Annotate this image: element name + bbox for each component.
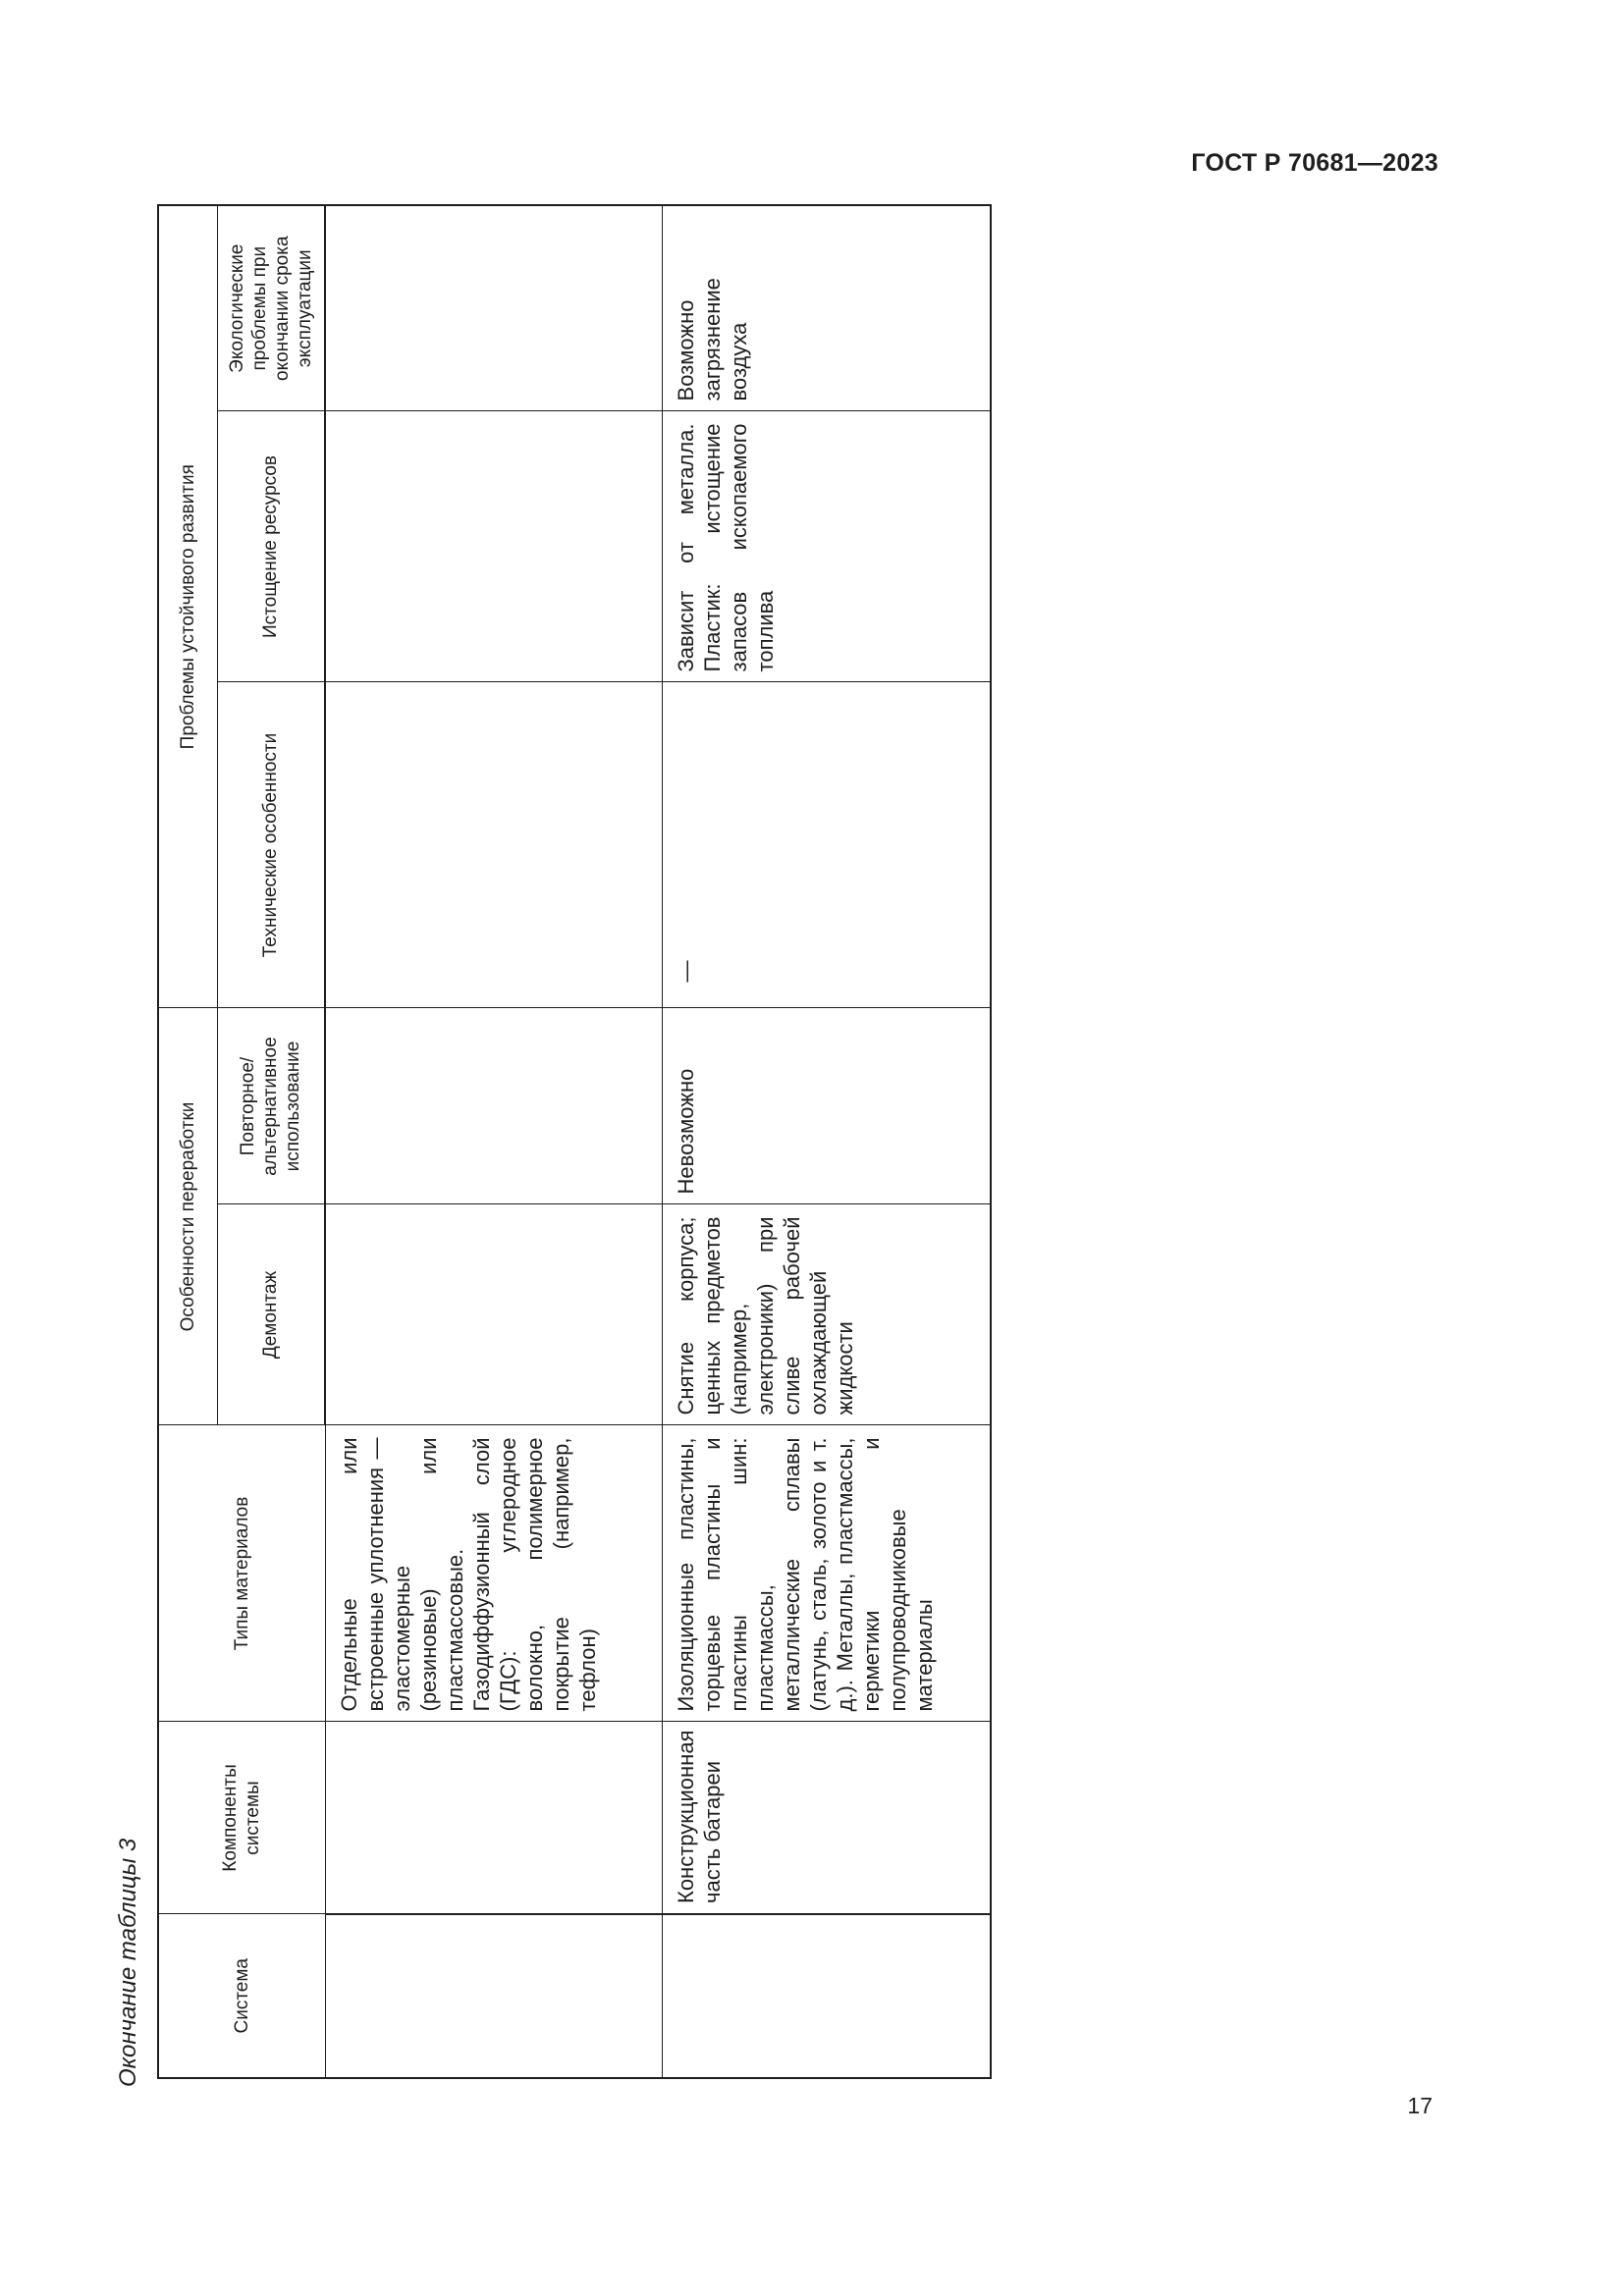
cell-technical: — [662, 682, 991, 1008]
cell-system [662, 1914, 991, 2078]
header-technical: Технические особенности [217, 682, 325, 1008]
rotated-table-wrapper [157, 206, 990, 2079]
cell-system [325, 1914, 662, 2078]
header-dismantling: Демонтаж [217, 1204, 325, 1425]
header-components: Компоненты системы [158, 1722, 325, 1914]
cell-ecology: Возможно загрязнение воздуха [662, 205, 991, 411]
sustainability-table [157, 204, 992, 2079]
table-caption: Окончание таблицы 3 [115, 1838, 141, 2087]
cell-components [325, 1722, 662, 1914]
header-group-processing: Особенности переработки [158, 1008, 217, 1425]
header-depletion: Истощение ресурсов [217, 411, 325, 682]
cell-reuse [325, 1008, 662, 1204]
document-standard-header: ГОСТ Р 70681—2023 [1191, 149, 1438, 177]
header-materials: Типы материалов [158, 1425, 325, 1722]
header-reuse: Повторное/ альтернативное использование [217, 1008, 325, 1204]
cell-materials: Отдельные или встроенные уплотнения — эластомерные (резиновые) или пластмассовые. Газодиффузионный слой (ГДС): углеродное волокно, полимерное покрытие (например, тефлон) [325, 1425, 662, 1722]
table-row [325, 205, 662, 2078]
cell-components: Конструкционная часть батареи [662, 1722, 991, 1914]
cell-technical [325, 682, 662, 1008]
cell-depletion: Зависит от металла. Пластик: истощение запасов ископаемого топлива [662, 411, 991, 682]
cell-materials: Изоляционные пластины, торцевые пластины и пластины шин: пластмассы, металлические сплавы (латунь, сталь, золото и т. д.). Металлы, пластмассы, герметики и полупроводниковые материалы [662, 1425, 991, 1722]
cell-dismantling: Снятие корпуса; ценных предметов (например, электроники) при сливе рабочей охлаждающей жидкости [662, 1204, 991, 1425]
cell-reuse: Невозможно [662, 1008, 991, 1204]
header-system: Система [158, 1914, 325, 2078]
cell-ecology [325, 205, 662, 411]
table-row [662, 205, 991, 2078]
cell-depletion [325, 411, 662, 682]
header-ecology: Экологические проблемы при окончании срока эксплуатации [217, 205, 325, 411]
header-group-sustainability: Проблемы устойчивого развития [158, 205, 217, 1008]
page-number: 17 [1407, 2093, 1433, 2118]
cell-dismantling [325, 1204, 662, 1425]
